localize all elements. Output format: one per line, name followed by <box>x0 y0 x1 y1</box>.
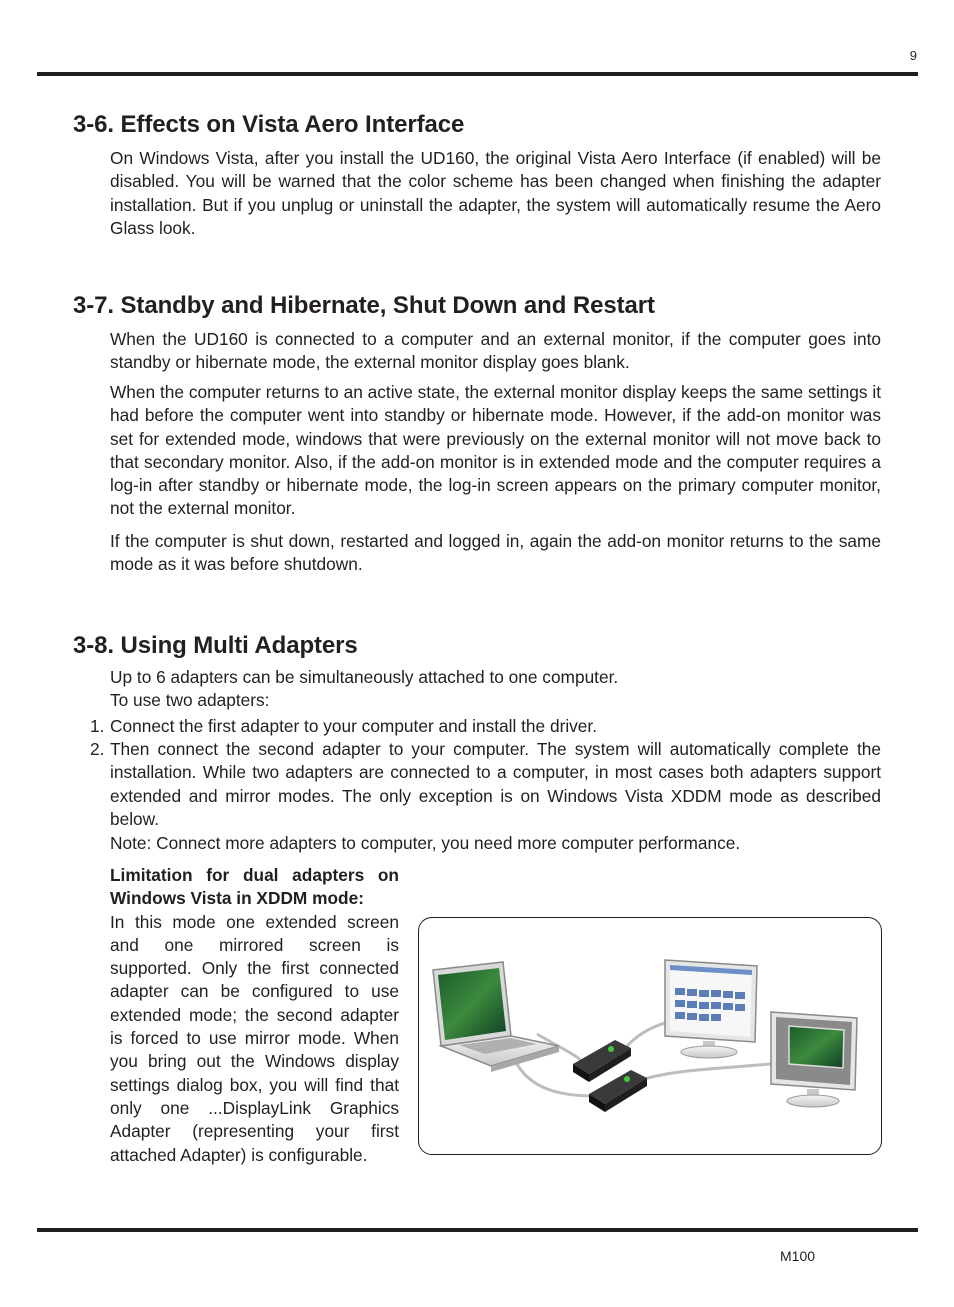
cable-adapter-2-to-monitor-2 <box>641 1063 779 1080</box>
limitation-body: In this mode one extended screen and one mirrored screen is supported. Only the first connected adapter can be configured to use extended mode; the second adapter is forced to use mirror mode. When you bring out the Windows display settings dialog box, you will find that only one ...DisplayLink Graphics Adapter (representing your first attached Adapter) is configurable. <box>110 911 399 1165</box>
section-3-7-paragraph-2: When the computer returns to an active state, the external monitor display keeps the same settings it had before the computer went into standby or hibernate mode. However, if the add-on monitor was set for extended mode, windows that were previously on the external monitor will not move back to that secondary monitor. Also, if the add-on monitor is in extended mode and the computer requires a log-in after standby or hibernate mode, the log-in screen appears on the primary computer monitor, not the external monitor. <box>110 382 881 519</box>
section-3-8-title: 3-8. Using Multi Adapters <box>73 632 358 659</box>
section-3-7-title: 3-7. Standby and Hibernate, Shut Down and Restart <box>73 292 655 319</box>
page-number: 9 <box>909 48 917 63</box>
monitor-mirrored-icon <box>771 1012 857 1107</box>
dual-adapter-illustration <box>418 917 882 1155</box>
step-1-number: 1. <box>90 716 105 736</box>
section-3-6-body: On Windows Vista, after you install the UD160, the original Vista Aero Interface (if enabled) will be disabled. You will be warned that the color scheme has been changed when finishing the adapter installation. But if you unplug or uninstall the adapter, the system will automatically resume the Aero Glass look. <box>110 148 881 238</box>
step-2-text: Then connect the second adapter to your computer. The system will automatically complete the installation. While two adapters are connected to a computer, in most cases both adapters support extended and mirror modes. The only exception is on Windows Vista XDDM mode as described below. <box>110 739 881 829</box>
section-3-6-title: 3-6. Effects on Vista Aero Interface <box>73 111 465 138</box>
section-3-8-intro-2: To use two adapters: <box>110 690 270 710</box>
limitation-heading: Limitation for dual adapters on Windows Vista in XDDM mode: <box>110 865 399 909</box>
step-1-text: Connect the first adapter to your computer and install the driver. <box>110 716 598 736</box>
note-text: Note: Connect more adapters to computer, you need more computer performance. <box>110 833 741 853</box>
footer-rule <box>37 1228 918 1232</box>
limitation-block <box>110 864 399 1167</box>
section-3-8-intro-1: Up to 6 adapters can be simultaneously attached to one computer. <box>110 667 619 687</box>
footer-model: M100 <box>780 1248 816 1264</box>
laptop-icon <box>433 962 559 1072</box>
section-3-7-paragraph-3: If the computer is shut down, restarted and logged in, again the add-on monitor returns to the same mode as it was before shutdown. <box>110 531 881 575</box>
section-3-7-paragraph-1: When the UD160 is connected to a computer and an external monitor, if the computer goes into standby or hibernate mode, the external monitor display goes blank. <box>110 329 881 373</box>
header-rule <box>37 72 918 76</box>
monitor-extended-icon <box>665 960 757 1058</box>
step-2-number: 2. <box>90 739 105 759</box>
